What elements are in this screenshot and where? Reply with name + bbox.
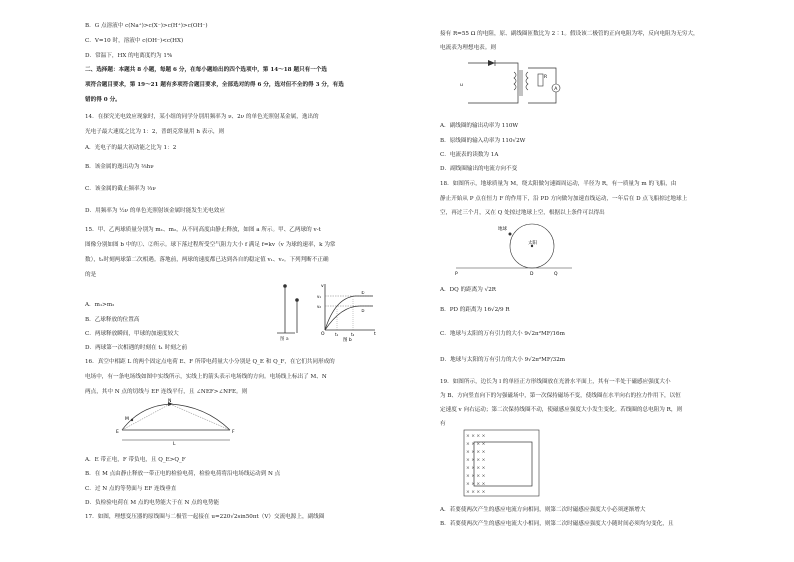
u-label: u [460, 83, 463, 88]
q13-option-c: C．V=10 时，溶液中 c(OH⁻)<c(HX) [85, 38, 184, 44]
section-2-heading-line2: 项符合题目要求，第 19～21 题有多项符合题目要求，全部选对的得 6 分，选对但不全的得 3 分，有选 [85, 82, 344, 88]
ball-jia-icon [283, 284, 287, 288]
q18-stem-line1: 18．如图所示，地球质量为 M，绕太阳做匀速圆周运动，半径为 R，有一质量为 m 的飞船，由 [440, 181, 677, 187]
q15-stem-line2: 图像分别如图 b 中的①、②所示。球下落过程所受空气阻力大小 f 满足 f=kv（v 为球的速率，k 为常 [85, 242, 336, 248]
section-2-heading-line3: 错的得 0 分。 [85, 97, 121, 103]
q14-option-b: B．该金属的逸出功为 ⅔hν [85, 164, 154, 170]
l-label: L [173, 442, 176, 447]
t2-label: t₂ [351, 332, 355, 337]
q15-option-b: B．乙球释放的位置高 [85, 317, 140, 323]
e-label: E [116, 430, 119, 435]
ammeter-label: A [554, 86, 558, 92]
q16-option-b: B．在 M 点由静止释放一带正电的检验电荷，检验电荷将沿电场线运动到 N 点 [85, 471, 281, 477]
q15-option-d: D．两球第一次相遇的时刻在 t₁ 时刻之前 [85, 345, 188, 351]
q14-option-c: C．该金属的截止频率为 ⅓ν [85, 186, 156, 192]
q16-stem-line2: 电场中，有一条电场线如图中实线所示，实线上的箭头表示电场线的方向。电场线上标出了 M、N [85, 374, 327, 380]
q16-option-a: A．E 带正电，F 带负电，且 Q_E>Q_F [85, 457, 186, 463]
field-line [122, 404, 230, 430]
q19-stem-line2: 为 B、方向竖直向下的匀强磁场中，第一次保持磁场不变，使线圈在水平向右的拉力作用下，以恒 [440, 393, 681, 399]
v-axis-label: v [321, 284, 324, 289]
v1-label: v₁ [317, 294, 321, 299]
q13-option-b: B．G 点溶液中 c(Na⁺)>c(X⁻)>c(H⁺)>c(OH⁻) [85, 23, 208, 29]
q17-stem-line3: 电流表为理想电表。则 [440, 45, 496, 51]
p-label: P [455, 272, 458, 277]
q15-option-a: A．m₁>m₂ [85, 302, 115, 308]
svg-text:× × × ×: × × × × [466, 434, 486, 439]
q19-option-b: B．若要使两次产生的感应电流大小相同，则第二次时磁感应强度大小随时间必须均匀变化，且 [440, 521, 674, 527]
q18-option-c: C．地球与太阳的万有引力的大小 9√2π²MF/16m [440, 331, 565, 337]
d-label: D [530, 272, 534, 277]
q16-option-d: D．负检验电荷在 M 点的电势能大于在 N 点的电势能 [85, 500, 220, 506]
q15-option-c: C．两球释放瞬间，甲球的加速度较大 [85, 331, 179, 337]
t-axis-label: t [374, 332, 376, 337]
q14-option-a: A．光电子的最大初动能之比为 1：2 [85, 145, 177, 151]
q19-option-a: A．若要使两次产生的感应电流方向相同，则第二次时磁感应强度大小必须逐渐增大 [440, 507, 646, 513]
q18-option-d: D．地球与太阳的万有引力的大小 9√2π²MF/32m [440, 357, 566, 363]
v2-label: v₂ [317, 304, 321, 309]
q13-option-d: D．常温下，HX 的电离度约为 1% [85, 53, 173, 59]
coil-square [474, 442, 532, 486]
svg-text:× × × ×: × × × × [466, 442, 486, 447]
secondary-coil-icon [526, 72, 528, 90]
q16-option-c: C．过 N 点的等势面与 EF 连线垂直 [85, 486, 177, 492]
svg-text:× × × ×: × × × × [466, 482, 486, 487]
q19-stem-line3: 定速度 v 向右运动；第二次保持线圈不动，使磁感应强度大小发生变化。若线圈的总电阻为 R，则 [440, 407, 683, 413]
q17-stem-line2: 接有 R=55 Ω 的电阻，原、副线圈匝数比为 2∶1。假设该二极管的正向电阻为零，反向电阻为无穷大， [440, 31, 699, 37]
q14-option-d: D．用频率为 ½ν 的单色光照射该金属时能发生光电效应 [85, 208, 225, 214]
q15-stem-line4: 的是 [85, 272, 97, 278]
q17-circuit-figure [458, 58, 568, 113]
q14-stem-line2: 光电子最大速度之比为 1：2，普朗克常量用 h 表示，则 [85, 129, 225, 135]
diode-icon [488, 60, 495, 66]
svg-text:× × × ×: × × × × [466, 466, 486, 471]
svg-text:× × × ×: × × × × [466, 474, 486, 479]
q18-option-b: B．PD 的距离为 16√2/9 R [440, 307, 510, 313]
curve-2-label: ② [361, 308, 365, 313]
q15-stem-line1: 15．甲、乙两球质量分别为 m₁、m₂，从不同高度由静止释放，如图 a 所示。甲、乙两球的 v-t [85, 227, 321, 233]
left-column [85, 0, 445, 562]
origin-label: O [321, 332, 325, 337]
m-label: M [125, 417, 129, 422]
q17-option-d: D．副线圈输出的电流方向不变 [440, 166, 518, 172]
f-label: F [232, 430, 235, 435]
q14-stem-line1: 14．在探究光电效应现象时，某小组的同学分别用频率为 ν、2ν 的单色光照射某金属，逸出的 [85, 114, 319, 120]
q16-stem-line1: 16．真空中相距 L 的两个固定点电荷 E、F 所带电荷量大小分别是 Q_E 和 Q_F，在它们共同形成的 [85, 359, 335, 365]
resistor-icon [538, 74, 543, 86]
fig-b-label: 图 b [343, 338, 352, 343]
point-m-icon [131, 419, 133, 421]
primary-coil-icon [514, 72, 516, 90]
n-label: N [168, 399, 172, 404]
q17-option-a: A．副线圈的输出功率为 110W [440, 123, 519, 129]
t1-label: t₁ [335, 332, 339, 337]
q-label: Q [554, 272, 558, 277]
q18-orbit-figure [452, 220, 582, 278]
q18-option-a: A．DQ 的距离为 √2R [440, 287, 496, 293]
q18-stem-line3: 空，再过三个月，又在 Q 处掠过地球上空，根据以上条件可以得出 [440, 210, 605, 216]
earth-icon [509, 233, 512, 236]
q19-field-figure [462, 428, 562, 500]
svg-text:× × × ×: × × × × [466, 458, 486, 463]
sun-label: 太阳 [528, 241, 537, 246]
curve-1-label: ① [361, 290, 365, 295]
svg-text:× × × ×: × × × × [466, 490, 486, 495]
q17-option-c: C．电流表的读数为 1A [440, 152, 499, 158]
q16-figure [110, 398, 260, 448]
fig-a-label: 图 a [280, 337, 289, 342]
q16-stem-line3: 两点，其中 N 点的切线与 EF 连线平行，且 ∠NEF>∠NFE。则 [85, 389, 248, 395]
q17-option-b: B．原线圈的输入功率为 110√2W [440, 138, 526, 144]
svg-text:× × × ×: × × × × [466, 450, 486, 455]
q17-stem-line1: 17．如图，理想变压器的原线圈与二极管一起接在 u=220√2sin50πt（V）交流电源上，副线圈 [85, 514, 325, 520]
q19-stem-line1: 19．如图所示，边长为 l 的单匝正方形线圈放在光滑水平面上，其有一半处于磁感应强度大小 [440, 379, 671, 385]
q15-stem-line3: 数），t₂时刻两球第二次相遇。落地前，两球的速度都已达到各自的稳定值 v₁、v₂。下列判断不正确 [85, 257, 329, 263]
q19-stem-line4: 有 [440, 421, 446, 427]
earth-label: 地球 [498, 227, 507, 232]
q18-stem-line2: 静止开始从 P 点在恒力 F 的作用下，沿 PD 方向做匀加速直线运动，一年后在 D 点飞船掠过地球上 [440, 196, 688, 202]
right-column [440, 0, 785, 562]
section-2-heading-line1: 二、选择题：本题共 8 小题，每题 6 分，在每小题给出的四个选项中，第 14～18 题只有一个选 [85, 67, 328, 73]
r-label: R [544, 75, 548, 80]
